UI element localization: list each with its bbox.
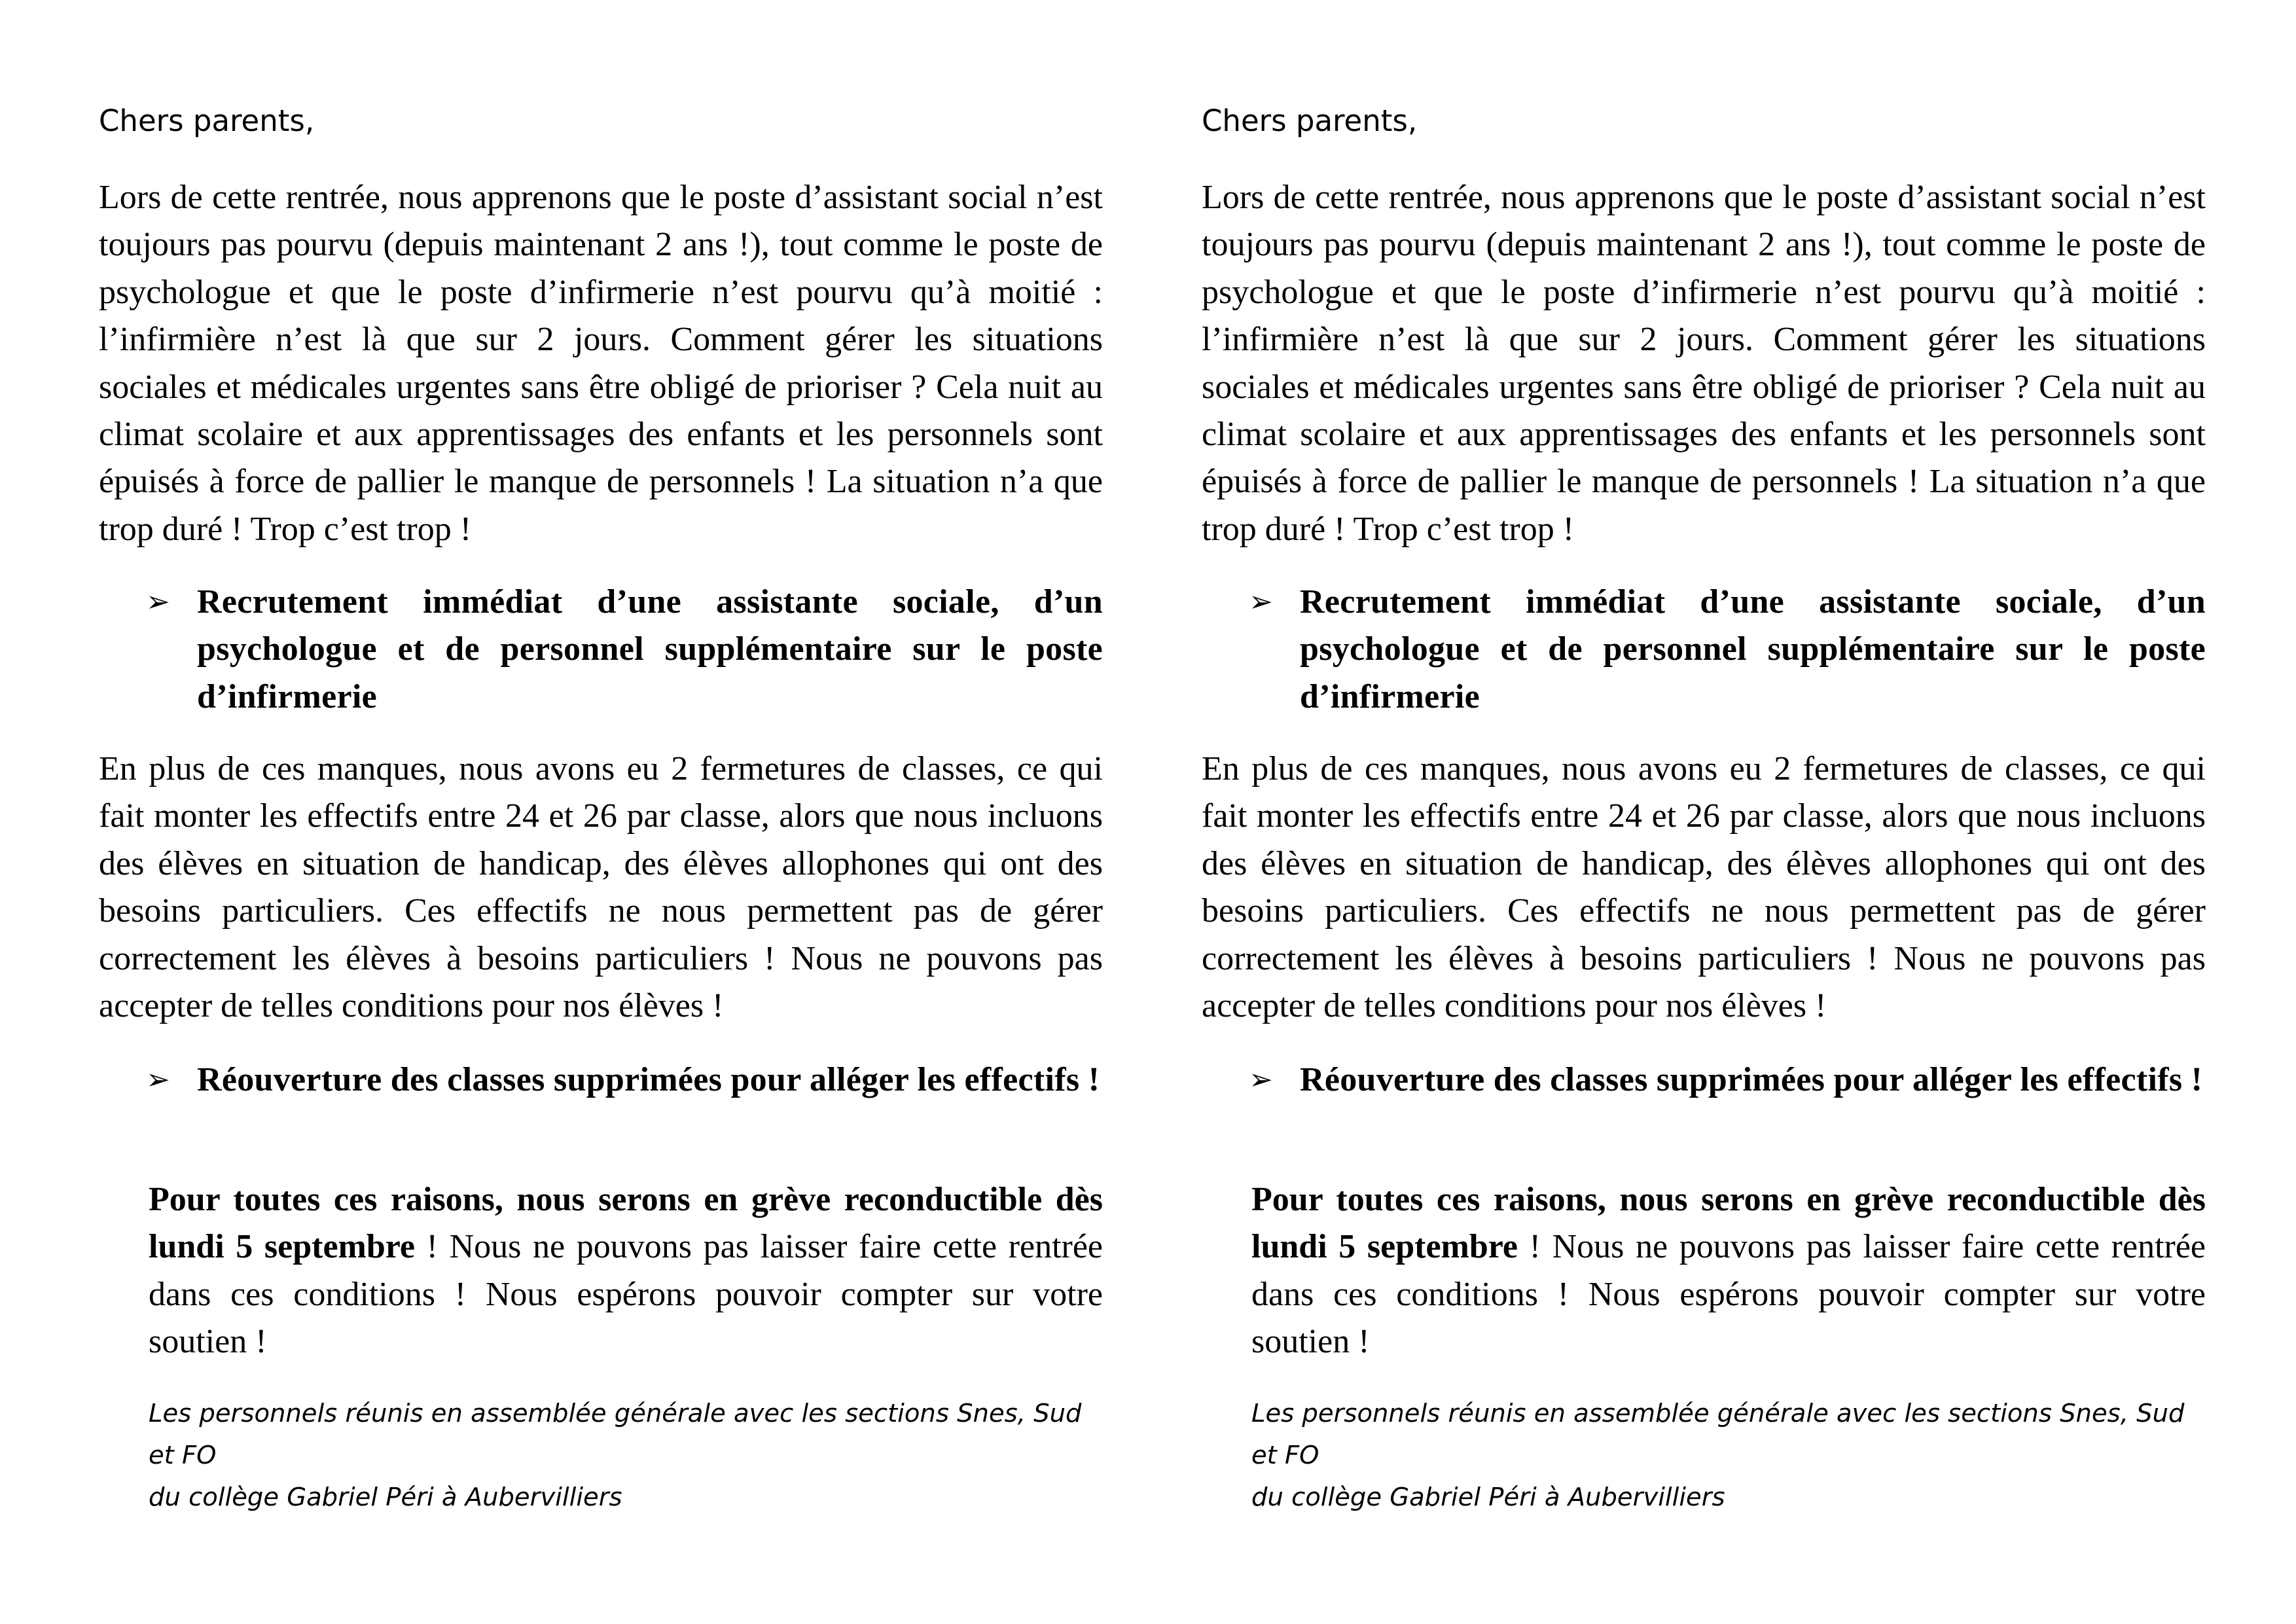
arrow-bullet-icon: ➢ bbox=[1249, 585, 1274, 619]
signature-line-2: du collège Gabriel Péri à Aubervilliers bbox=[1251, 1483, 1725, 1512]
demand-recruitment-text: Recrutement immédiat d’une assistante sociale, d’un psychologue et de personnel supplémentaire sur le poste d’infirmerie bbox=[197, 583, 1103, 715]
strike-announcement bbox=[149, 1176, 1103, 1366]
demand-reopening bbox=[146, 1056, 1103, 1104]
signature bbox=[149, 1393, 1103, 1519]
paragraph-staff-shortage: Lors de cette rentrée, nous apprenons que le poste d’assistant social n’est toujours pas pourvu (depuis maintenant 2 ans !), tout comme le poste de psychologue et que le poste d’infirmerie n’est pourvu qu’à moitié : l’infirmière n’est là que sur 2 jours. Comment gérer les situations sociales et médicales urgentes sans être obligé de prioriser ? Cela nuit au climat scolaire et aux apprentissages des enfants et les personnels sont épuisés à force de pallier le manque de personnels ! La situation n’a que trop duré ! Trop c’est trop ! bbox=[1202, 179, 2206, 548]
paragraph-class-closures: En plus de ces manques, nous avons eu 2 fermetures de classes, ce qui fait monter les effectifs entre 24 et 26 par classe, alors que nous incluons des élèves en situation de handicap, des élèves allophones qui ont des besoins particuliers. Ces effectifs ne nous permettent pas de gérer correctement les élèves à besoins particuliers ! Nous ne pouvons pas accepter de telles conditions pour nos élèves ! bbox=[99, 750, 1103, 1025]
demand-recruitment bbox=[146, 579, 1103, 721]
flyer-copy-right bbox=[1202, 0, 2206, 1624]
demand-recruitment-text: Recrutement immédiat d’une assistante sociale, d’un psychologue et de personnel supplémentaire sur le poste d’infirmerie bbox=[1300, 583, 2206, 715]
strike-announcement-bold: Pour toutes ces raisons, nous serons en grève reconductible dès lundi 5 septembre bbox=[149, 1181, 1103, 1266]
signature-line-1: Les personnels réunis en assemblée générale avec les sections Snes, Sud et FO bbox=[149, 1399, 1082, 1470]
paragraph-staff-shortage: Lors de cette rentrée, nous apprenons que le poste d’assistant social n’est toujours pas pourvu (depuis maintenant 2 ans !), tout comme le poste de psychologue et que le poste d’infirmerie n’est pourvu qu’à moitié : l’infirmière n’est là que sur 2 jours. Comment gérer les situations sociales et médicales urgentes sans être obligé de prioriser ? Cela nuit au climat scolaire et aux apprentissages des enfants et les personnels sont épuisés à force de pallier le manque de personnels ! La situation n’a que trop duré ! Trop c’est trop ! bbox=[99, 179, 1103, 548]
signature bbox=[1251, 1393, 2206, 1519]
arrow-bullet-icon: ➢ bbox=[146, 1063, 171, 1096]
strike-announcement-bold: Pour toutes ces raisons, nous serons en grève reconductible dès lundi 5 septembre bbox=[1251, 1181, 2206, 1266]
greeting: Chers parents, bbox=[99, 103, 315, 138]
demand-reopening bbox=[1249, 1056, 2206, 1104]
flyer-copy-left bbox=[99, 0, 1103, 1624]
signature-line-2: du collège Gabriel Péri à Aubervilliers bbox=[149, 1483, 622, 1512]
demand-reopening-text: Réouverture des classes supprimées pour alléger les effectifs ! bbox=[197, 1061, 1100, 1098]
demand-recruitment bbox=[1249, 579, 2206, 721]
strike-announcement-rest: ! Nous ne pouvons pas laisser faire cette rentrée dans ces conditions ! Nous espérons pouvoir compter sur votre soutien ! bbox=[149, 1228, 1103, 1361]
paragraph-class-closures: En plus de ces manques, nous avons eu 2 fermetures de classes, ce qui fait monter les effectifs entre 24 et 26 par classe, alors que nous incluons des élèves en situation de handicap, des élèves allophones qui ont des besoins particuliers. Ces effectifs ne nous permettent pas de gérer correctement les élèves à besoins particuliers ! Nous ne pouvons pas accepter de telles conditions pour nos élèves ! bbox=[1202, 750, 2206, 1025]
arrow-bullet-icon: ➢ bbox=[146, 585, 171, 619]
demand-reopening-text: Réouverture des classes supprimées pour alléger les effectifs ! bbox=[1300, 1061, 2203, 1098]
arrow-bullet-icon: ➢ bbox=[1249, 1063, 1274, 1096]
signature-line-1: Les personnels réunis en assemblée générale avec les sections Snes, Sud et FO bbox=[1251, 1399, 2185, 1470]
strike-announcement-rest: ! Nous ne pouvons pas laisser faire cette rentrée dans ces conditions ! Nous espérons pouvoir compter sur votre soutien ! bbox=[1251, 1228, 2206, 1361]
greeting: Chers parents, bbox=[1202, 103, 1418, 138]
strike-announcement bbox=[1251, 1176, 2206, 1366]
